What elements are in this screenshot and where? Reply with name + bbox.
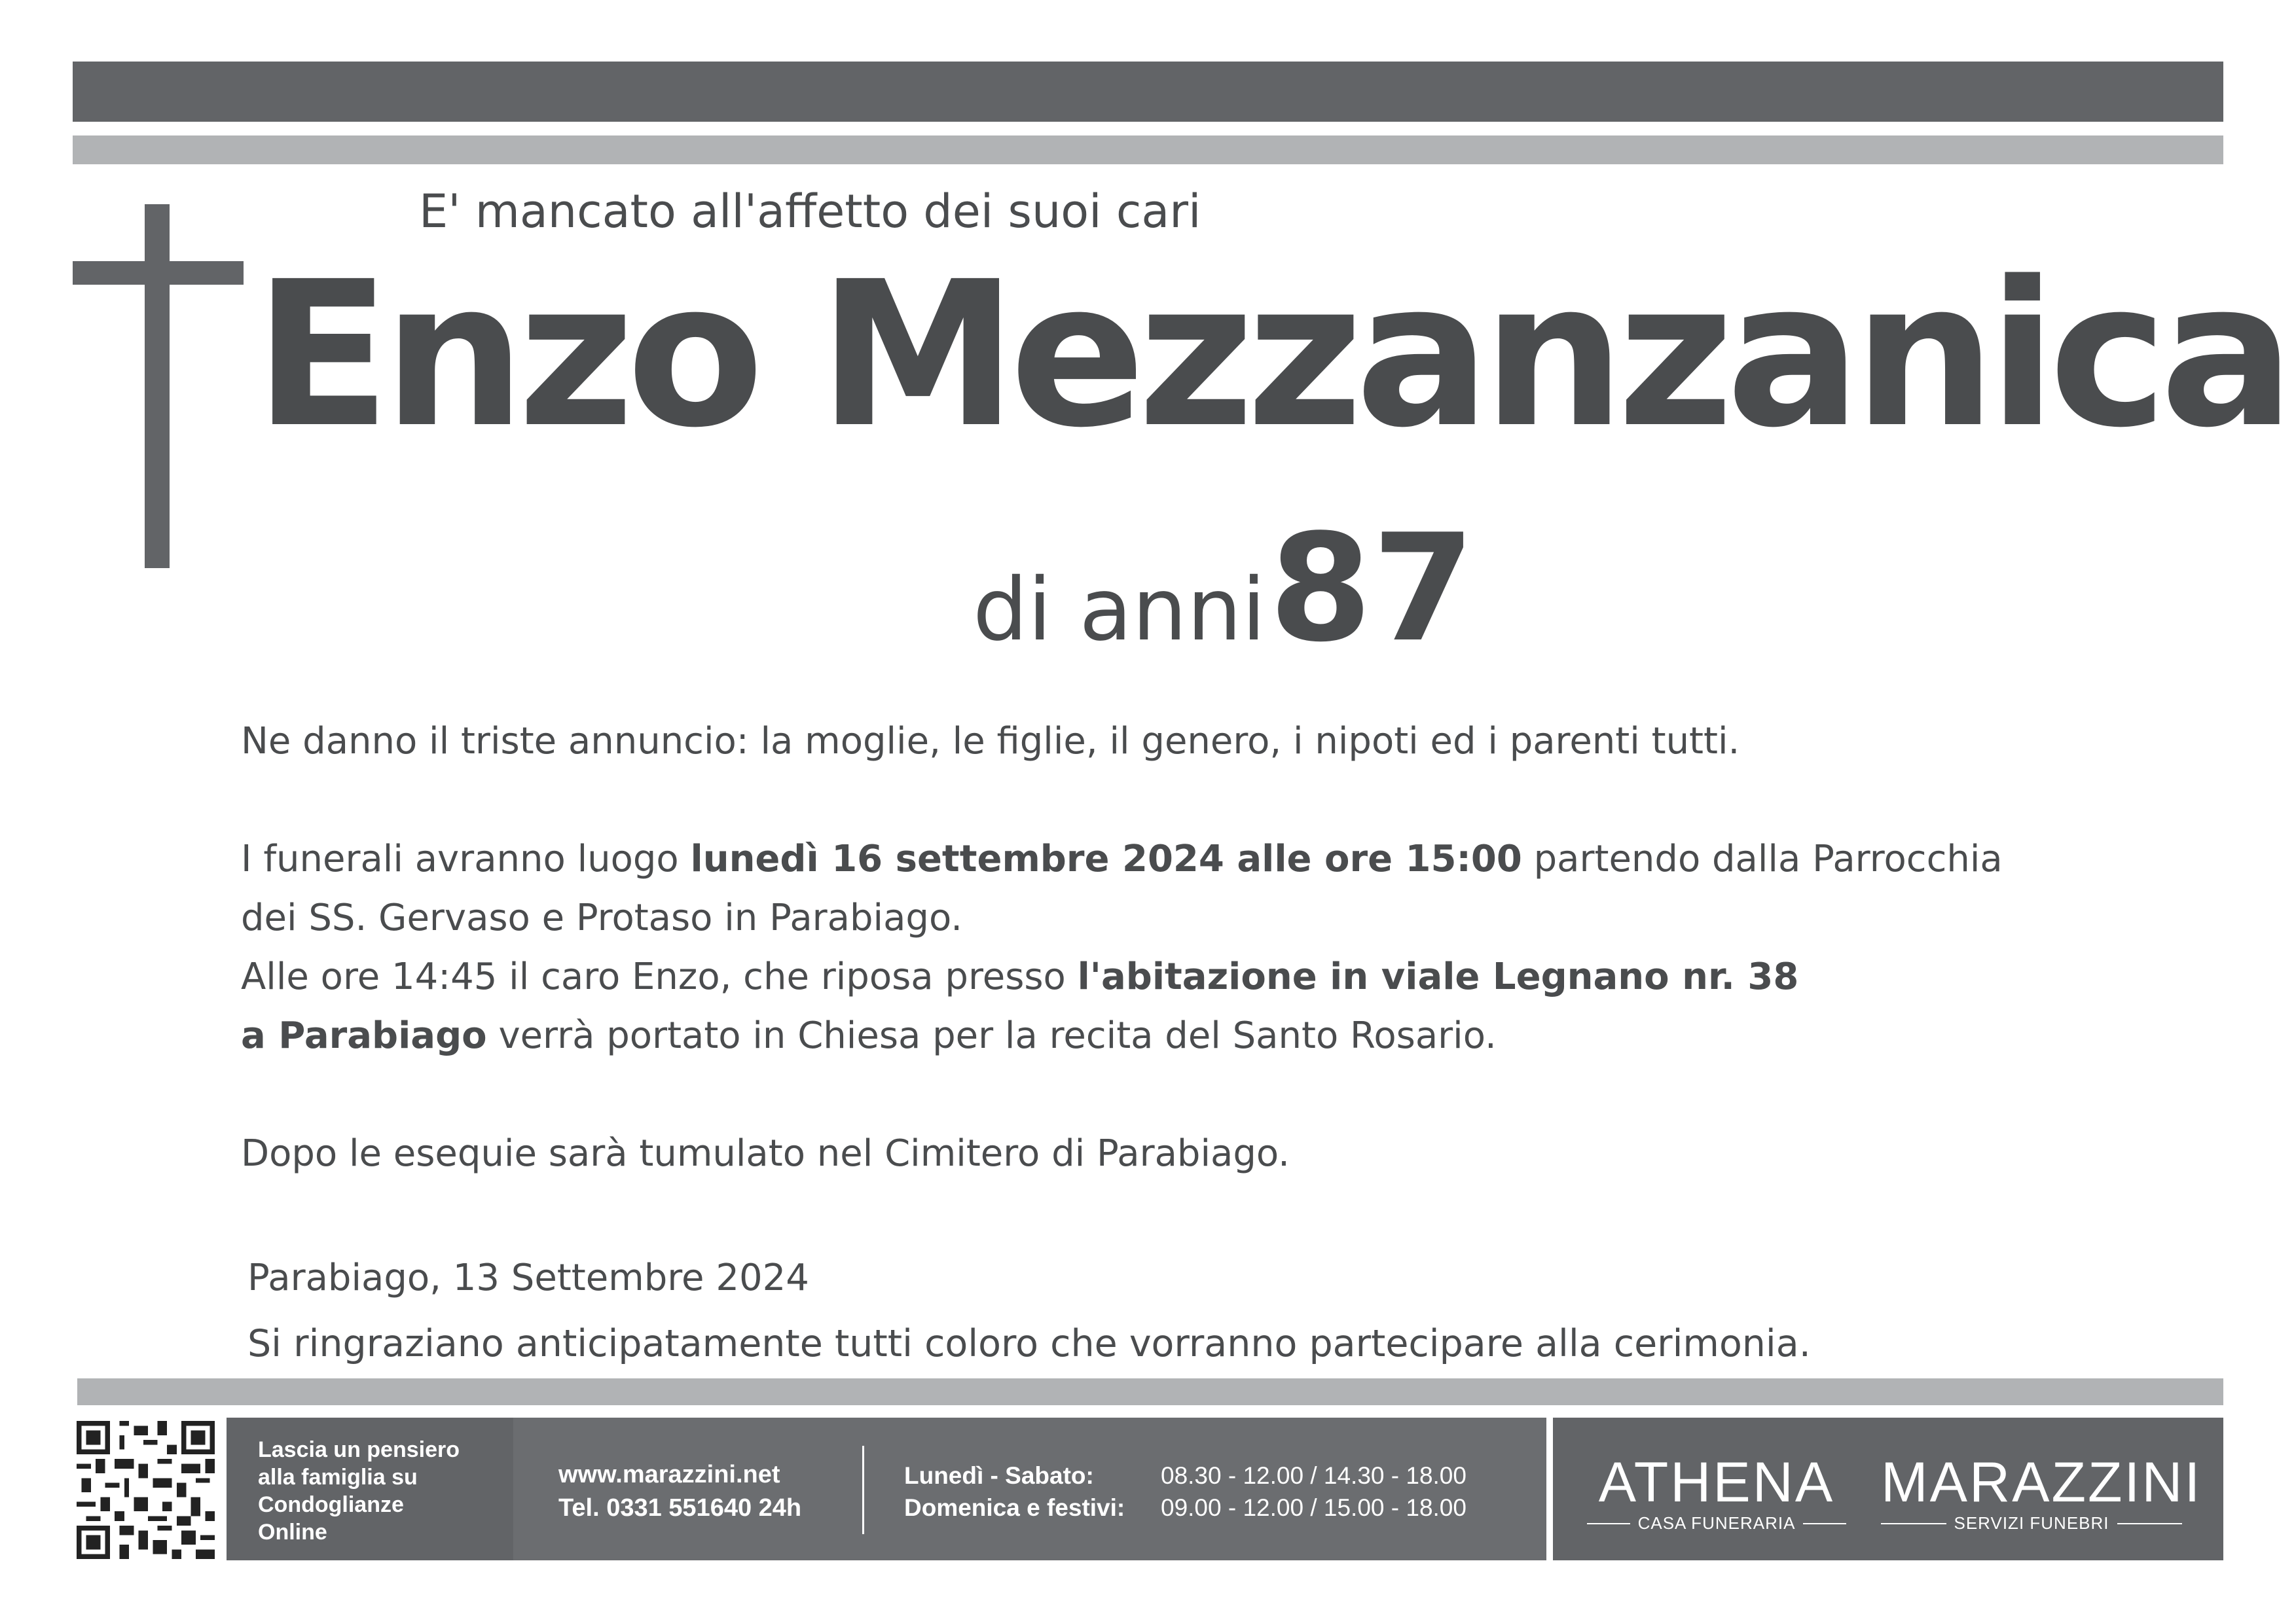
intro-line: E' mancato all'affetto dei suoi cari (419, 185, 1201, 238)
athena-name: ATHENA (1598, 1451, 1835, 1514)
marazzini-logo (1881, 1451, 2202, 1533)
top-dark-bar (73, 62, 2223, 122)
home-town: a Parabiago (241, 1014, 487, 1057)
condolences-text: Online (258, 1520, 327, 1545)
bottom-light-bar (77, 1378, 2223, 1405)
deceased-name: Enzo Mezzanzanica (254, 239, 2287, 472)
condolences-text: Lascia un pensiero (258, 1437, 460, 1462)
qr-code-icon[interactable] (77, 1421, 215, 1559)
transfer-line-2: a Parabiago verrà portato in Chiesa per la recita del Santo Rosario. (241, 1014, 1497, 1057)
age-label: di anni (973, 560, 1266, 660)
place-date: Parabiago, 13 Settembre 2024 (247, 1257, 809, 1299)
marazzini-tagline: SERVIZI FUNEBRI (1954, 1513, 2109, 1533)
age-value: 87 (1269, 503, 1475, 675)
website-link[interactable]: www.marazzini.net (558, 1461, 780, 1488)
condolences-text: alla famiglia su (258, 1465, 418, 1490)
thanks-text: Si ringraziano anticipatamente tutti coloro che vorranno partecipare alla cerimonia. (247, 1322, 1811, 1365)
hours-value: 09.00 - 12.00 / 15.00 - 18.00 (1161, 1494, 1467, 1521)
top-light-bar (73, 135, 2223, 164)
announcement-text: Ne danno il triste annuncio: la moglie, le figlie, il genero, i nipoti ed i parenti tutti. (241, 720, 1740, 762)
athena-tagline: CASA FUNERARIA (1637, 1513, 1796, 1533)
condolences-text: Condoglianze (258, 1492, 404, 1517)
transfer-line-1: Alle ore 14:45 il caro Enzo, che riposa presso l'abitazione in viale Legnano nr. 38 (241, 956, 1799, 998)
burial-text: Dopo le esequie sarà tumulato nel Cimitero di Parabiago. (241, 1132, 1290, 1175)
hours-label: Lunedì - Sabato: (904, 1462, 1094, 1489)
funeral-date: lunedì 16 settembre 2024 alle ore 15:00 (690, 838, 1522, 880)
hours-label: Domenica e festivi: (904, 1494, 1125, 1521)
age-line (973, 504, 1475, 674)
footer-divider (862, 1446, 864, 1534)
phone-number: Tel. 0331 551640 24h (558, 1494, 802, 1522)
marazzini-name: MARAZZINI (1881, 1451, 2202, 1514)
athena-logo (1587, 1451, 1846, 1533)
home-address: l'abitazione in viale Legnano nr. 38 (1077, 956, 1799, 998)
hours-value: 08.30 - 12.00 / 14.30 - 18.00 (1161, 1462, 1467, 1489)
funeral-line-2: dei SS. Gervaso e Protaso in Parabiago. (241, 897, 963, 939)
funeral-line-1: I funerali avranno luogo lunedì 16 settembre 2024 alle ore 15:00 partendo dalla Parrocchia (241, 838, 2003, 880)
